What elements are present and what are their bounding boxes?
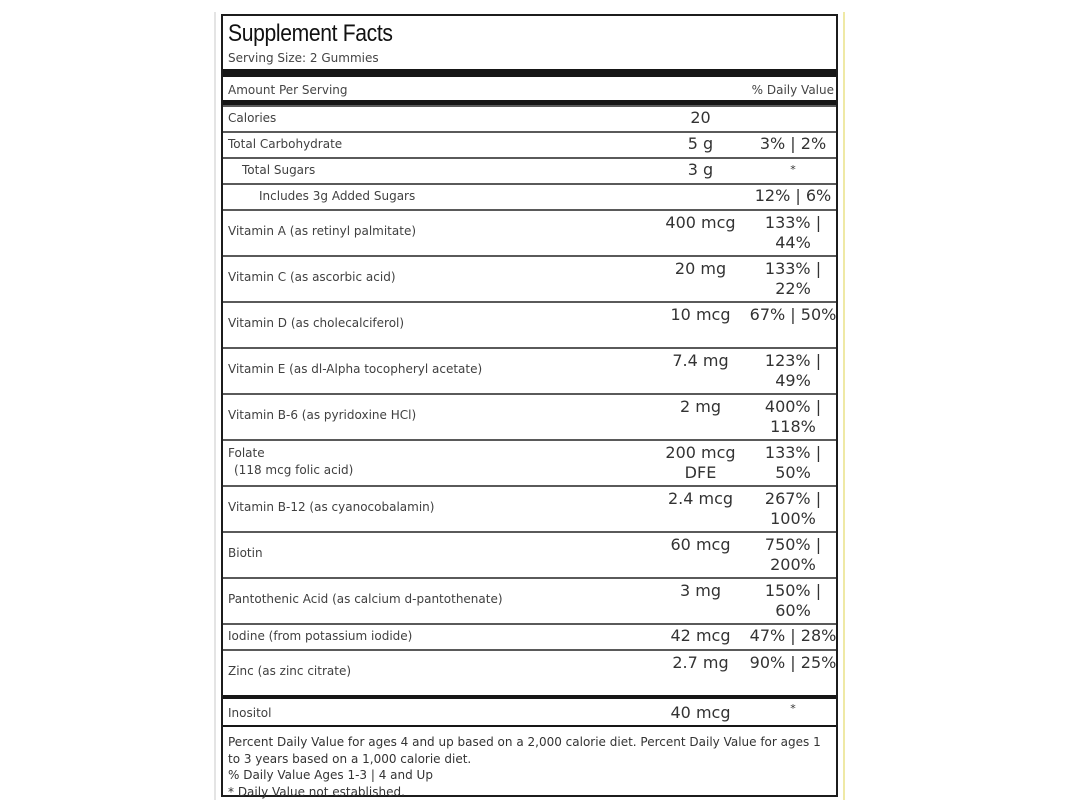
nutrient-daily-value: 90% | 25%: [749, 653, 837, 672]
nutrient-name: Includes 3g Added Sugars: [259, 189, 416, 203]
nutrient-daily-value: 133% | 50%: [764, 443, 822, 482]
nutrient-daily-value: 267% | 100%: [764, 489, 822, 528]
nutrient-name: Pantothenic Acid (as calcium d-pantothenate): [228, 592, 503, 606]
nutrient-amount: 42 mcg: [670, 626, 731, 645]
nutrient-name: Folate: [228, 446, 265, 460]
nutrient-daily-value: 47% | 28%: [749, 626, 837, 645]
nutrient-row: [223, 623, 836, 649]
nutrient-amount: 3 g: [687, 160, 714, 179]
nutrient-amount: 2 mg: [679, 397, 721, 416]
footnote-line: % Daily Value Ages 1-3 | 4 and Up: [228, 768, 433, 782]
nutrient-amount: 7.4 mg: [672, 351, 729, 370]
nutrient-daily-value: *: [790, 163, 796, 176]
nutrient-row: [223, 183, 836, 209]
nutrient-name: Total Carbohydrate: [228, 137, 343, 151]
nutrient-daily-value: 3% | 2%: [759, 134, 827, 153]
nutrient-row: [223, 131, 836, 157]
serving-size: Serving Size: 2 Gummies: [228, 51, 379, 65]
nutrient-daily-value: 150% | 60%: [764, 581, 822, 620]
nutrient-row: [223, 105, 836, 131]
nutrient-name: Vitamin B-12 (as cyanocobalamin): [228, 500, 435, 514]
amount-header: [223, 77, 836, 100]
amount-per-serving-label: Amount Per Serving: [228, 83, 348, 97]
nutrient-name: Biotin: [228, 546, 263, 560]
footnote: [223, 725, 836, 800]
nutrient-amount: 40 mcg: [670, 703, 731, 722]
nutrient-amount: 3 mg: [679, 581, 721, 600]
nutrient-amount: 200 mcg DFE: [665, 443, 736, 482]
nutrient-name-detail: (118 mcg folic acid): [234, 463, 354, 477]
nutrient-daily-value: 133% | 44%: [764, 213, 822, 252]
nutrient-daily-value: 67% | 50%: [749, 305, 837, 324]
nutrient-row: [223, 209, 836, 255]
nutrient-daily-value: 133% | 22%: [764, 259, 822, 298]
image-right-edge: [843, 12, 845, 800]
nutrient-name: Vitamin E (as dl-Alpha tocopheryl acetate): [228, 362, 483, 376]
nutrient-amount: 2.4 mcg: [667, 489, 734, 508]
nutrient-name: Vitamin D (as cholecalciferol): [228, 316, 405, 330]
nutrient-daily-value: 400% | 118%: [764, 397, 822, 436]
nutrient-daily-value: 750% | 200%: [764, 535, 822, 574]
thick-divider: [223, 69, 836, 77]
panel-header: [223, 16, 836, 69]
nutrient-name: Iodine (from potassium iodide): [228, 629, 413, 643]
nutrient-row: [223, 531, 836, 577]
footnote-line: * Daily Value not established.: [228, 784, 405, 799]
footnote-line: Percent Daily Value for ages 4 and up based on a 2,000 calorie diet. Percent Daily Value for ages 1: [228, 735, 821, 749]
nutrient-amount: 10 mcg: [670, 305, 731, 324]
nutrient-row: [223, 439, 836, 485]
nutrient-row: [223, 255, 836, 301]
nutrient-rows: [223, 105, 836, 725]
panel-title: Supplement Facts: [228, 20, 393, 47]
nutrient-row: [223, 301, 836, 347]
nutrient-row: [223, 393, 836, 439]
nutrient-amount: 20: [690, 108, 711, 127]
nutrient-row: [223, 649, 836, 695]
footnote-line: to 3 years based on a 1,000 calorie diet.: [228, 751, 472, 766]
nutrient-daily-value: 123% | 49%: [764, 351, 822, 390]
image-left-edge: [214, 12, 216, 800]
nutrient-amount: 60 mcg: [670, 535, 731, 554]
nutrient-name: Inositol: [228, 706, 272, 720]
nutrient-name: Zinc (as zinc citrate): [228, 664, 352, 678]
nutrient-amount: 5 g: [687, 134, 714, 153]
nutrient-row: [223, 485, 836, 531]
nutrient-name: Total Sugars: [242, 163, 316, 177]
nutrient-name: Vitamin A (as retinyl palmitate): [228, 224, 417, 238]
nutrient-name: Vitamin B-6 (as pyridoxine HCl): [228, 408, 417, 422]
nutrient-row: [223, 157, 836, 183]
nutrient-amount: 20 mg: [674, 259, 727, 278]
nutrient-row: [223, 577, 836, 623]
nutrient-amount: 400 mcg: [665, 213, 736, 232]
nutrient-name: Calories: [228, 111, 277, 125]
nutrient-name: Vitamin C (as ascorbic acid): [228, 270, 396, 284]
supplement-facts-panel: [221, 14, 838, 797]
nutrient-daily-value: *: [790, 702, 796, 715]
nutrient-row: [223, 695, 836, 725]
nutrient-daily-value: 12% | 6%: [754, 186, 832, 205]
nutrient-row: [223, 347, 836, 393]
nutrient-amount: 2.7 mg: [672, 653, 729, 672]
daily-value-header: % Daily Value: [751, 83, 834, 97]
